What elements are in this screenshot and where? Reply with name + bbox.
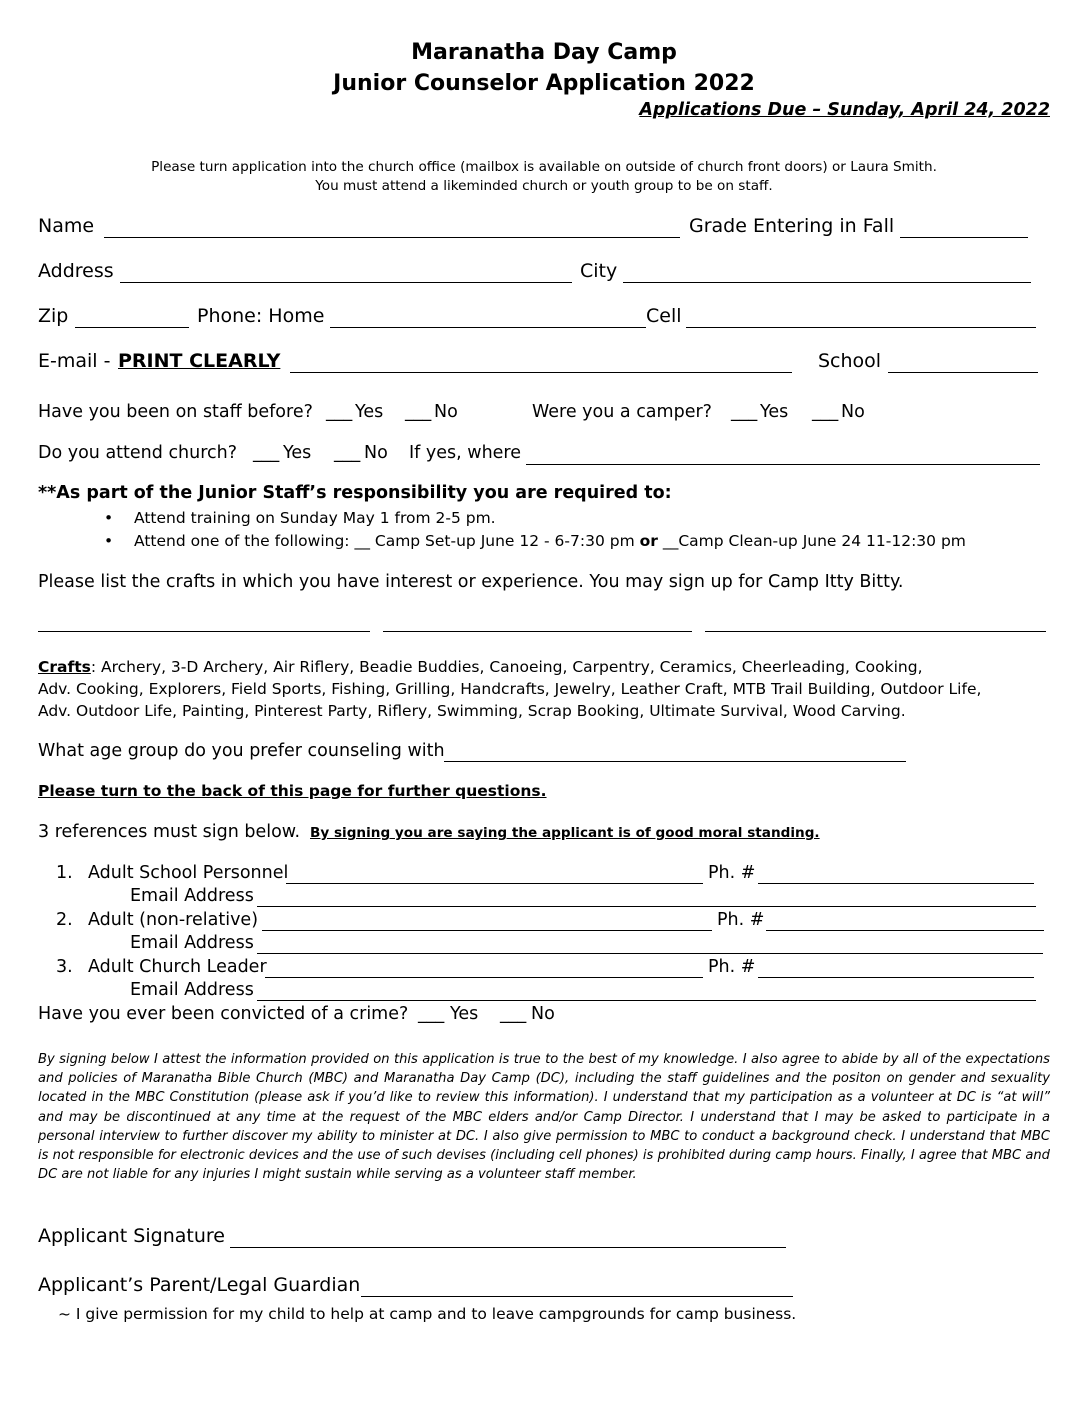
zip-field[interactable] — [75, 327, 189, 328]
craft-field-2[interactable] — [383, 631, 692, 632]
church-no-label: No — [364, 443, 388, 463]
applicant-signature-label: Applicant Signature — [38, 1225, 225, 1247]
reference-1-phone-label: Ph. # — [708, 863, 756, 883]
cell-field[interactable] — [686, 327, 1036, 328]
camper-question: Were you a camper? — [532, 402, 712, 422]
staff-no-blank[interactable]: ___ — [405, 402, 432, 422]
church-yes-blank[interactable]: ___ — [253, 443, 280, 463]
crafts-prompt: Please list the crafts in which you have interest or experience. You may sign up for Camp Itty Bitty. — [38, 572, 904, 592]
references-intro: 3 references must sign below. — [38, 822, 301, 842]
crafts-list-line-1 — [38, 658, 923, 676]
reference-3-phone-label: Ph. # — [708, 957, 756, 977]
legal-statement: By signing below I attest the information provided on this application is true to the best of my knowledge. I also agree to abide by all of the expectations and policies of Maranatha Bible Church (MBC) and Maranatha Day Camp (DC), including the staff guidelines and the positon on gender and sexuality located in the MBC Constitution (please ask if you’d like to review this information). I understand that my participation as a volunteer at DC is “at will” and may be discontinued at any time at the request of the MBC elders and/or Camp Director. I understand that I may be asked to participate in a personal interview to further discover my ability to minister at DC. I also give permission to MBC to conduct a background check. I understand that MBC is not responsible for electronic devices and the use of such devises (including cell phones) is prohibited during camp hours. Finally, I agree that MBC and DC are not liable for any injuries I might sustain while serving as a volunteer staff member. — [38, 1052, 1050, 1183]
email-label: E-mail - — [38, 350, 111, 372]
city-label: City — [580, 260, 618, 282]
guardian-permission: ~ I give permission for my child to help at camp and to leave campgrounds for camp business. — [58, 1305, 797, 1323]
crime-no-blank[interactable]: ___ — [500, 1004, 527, 1024]
crafts-list-line-2: Adv. Cooking, Explorers, Field Sports, Fishing, Grilling, Handcrafts, Jewelry, Leather Craft, MTB Trail Building, Outdoor Life, — [38, 680, 982, 698]
reference-3-name-field[interactable] — [265, 977, 703, 978]
reference-2-name-field[interactable] — [262, 930, 712, 931]
age-group-label: What age group do you prefer counseling with — [38, 741, 445, 761]
responsibilities-heading: **As part of the Junior Staff’s responsibility you are required to: — [38, 483, 672, 503]
staff-no-label: No — [434, 402, 458, 422]
email-field[interactable] — [290, 372, 792, 373]
church-where-label: If yes, where — [409, 443, 521, 463]
reference-3-phone-field[interactable] — [758, 977, 1034, 978]
camper-no-label: No — [841, 402, 865, 422]
guardian-signature-field[interactable] — [361, 1296, 793, 1297]
zip-label: Zip — [38, 305, 69, 327]
print-clearly-note: PRINT CLEARLY — [118, 350, 281, 372]
camper-yes-label: Yes — [760, 402, 789, 422]
responsibility-item-2 — [134, 532, 966, 550]
phone-home-label: Phone: Home — [197, 305, 325, 327]
church-yes-label: Yes — [283, 443, 312, 463]
craft-field-1[interactable] — [38, 631, 370, 632]
address-label: Address — [38, 260, 114, 282]
church-question: Do you attend church? — [38, 443, 238, 463]
grade-label: Grade Entering in Fall — [689, 215, 895, 237]
craft-field-3[interactable] — [705, 631, 1046, 632]
crime-yes-label: Yes — [450, 1004, 479, 1024]
guardian-signature-label: Applicant’s Parent/Legal Guardian — [38, 1274, 361, 1296]
city-field[interactable] — [623, 282, 1031, 283]
reference-2-phone-field[interactable] — [766, 930, 1044, 931]
reference-1-email-field[interactable] — [257, 906, 1036, 907]
reference-2-number: 2. — [56, 910, 73, 930]
cell-label: Cell — [646, 305, 682, 327]
crime-question: Have you ever been convicted of a crime? — [38, 1004, 409, 1024]
reference-1-label: Adult School Personnel — [88, 863, 289, 883]
reference-2-email-label: Email Address — [130, 933, 254, 953]
staff-before-question: Have you been on staff before? — [38, 402, 313, 422]
responsibility-item-1: • Attend training on Sunday May 1 from 2-5 pm. — [134, 509, 496, 527]
intro-line-2: You must attend a likeminded church or youth group to be on staff. — [315, 178, 773, 194]
reference-3-email-label: Email Address — [130, 980, 254, 1000]
school-field[interactable] — [888, 372, 1038, 373]
due-date: Applications Due – Sunday, April 24, 2022 — [639, 100, 1050, 120]
crime-yes-blank[interactable]: ___ — [418, 1004, 445, 1024]
name-label: Name — [38, 215, 95, 237]
responsibility-or: or — [639, 532, 658, 550]
reference-2-email-field[interactable] — [257, 953, 1043, 954]
staff-yes-blank[interactable]: ___ — [326, 402, 353, 422]
crime-no-label: No — [531, 1004, 555, 1024]
reference-3-number: 3. — [56, 957, 73, 977]
reference-1-name-field[interactable] — [286, 883, 703, 884]
reference-1-phone-field[interactable] — [758, 883, 1034, 884]
reference-1-number: 1. — [56, 863, 73, 883]
reference-3-email-field[interactable] — [257, 1000, 1036, 1001]
church-no-blank[interactable]: ___ — [334, 443, 361, 463]
name-field[interactable] — [104, 237, 680, 238]
crafts-label: Crafts — [38, 658, 91, 676]
camper-yes-blank[interactable]: ___ — [731, 402, 758, 422]
church-where-field[interactable] — [526, 464, 1040, 465]
reference-1-email-label: Email Address — [130, 886, 254, 906]
responsibility-cleanup: __Camp Clean-up June 24 11-12:30 pm — [662, 532, 966, 550]
age-group-field[interactable] — [444, 761, 906, 762]
school-label: School — [818, 350, 882, 372]
turn-page-note: Please turn to the back of this page for further questions. — [38, 782, 547, 800]
grade-field[interactable] — [900, 237, 1028, 238]
crafts-list-line-3: Adv. Outdoor Life, Painting, Pinterest Party, Riflery, Swimming, Scrap Booking, Ultimate Survival, Wood Carving. — [38, 702, 906, 720]
reference-3-label: Adult Church Leader — [88, 957, 267, 977]
responsibility-setup: Attend one of the following: __ Camp Set-up June 12 - 6-7:30 pm — [134, 532, 635, 550]
applicant-signature-field[interactable] — [230, 1247, 786, 1248]
phone-home-field[interactable] — [330, 327, 646, 328]
camper-no-blank[interactable]: ___ — [812, 402, 839, 422]
reference-2-label: Adult (non-relative) — [88, 910, 259, 930]
intro-line-1: Please turn application into the church office (mailbox is available on outside of church front doors) or Laura Smith. — [151, 159, 937, 175]
staff-yes-label: Yes — [355, 402, 384, 422]
references-note: By signing you are saying the applicant is of good moral standing. — [310, 825, 820, 841]
address-field[interactable] — [120, 282, 572, 283]
page-title: Maranatha Day Camp — [411, 40, 677, 65]
crafts-list-text-1: : Archery, 3-D Archery, Air Riflery, Beadie Buddies, Canoeing, Carpentry, Ceramics, Cheerleading, Cooking, — [90, 658, 923, 676]
reference-2-phone-label: Ph. # — [717, 910, 765, 930]
page-subtitle: Junior Counselor Application 2022 — [333, 71, 755, 96]
